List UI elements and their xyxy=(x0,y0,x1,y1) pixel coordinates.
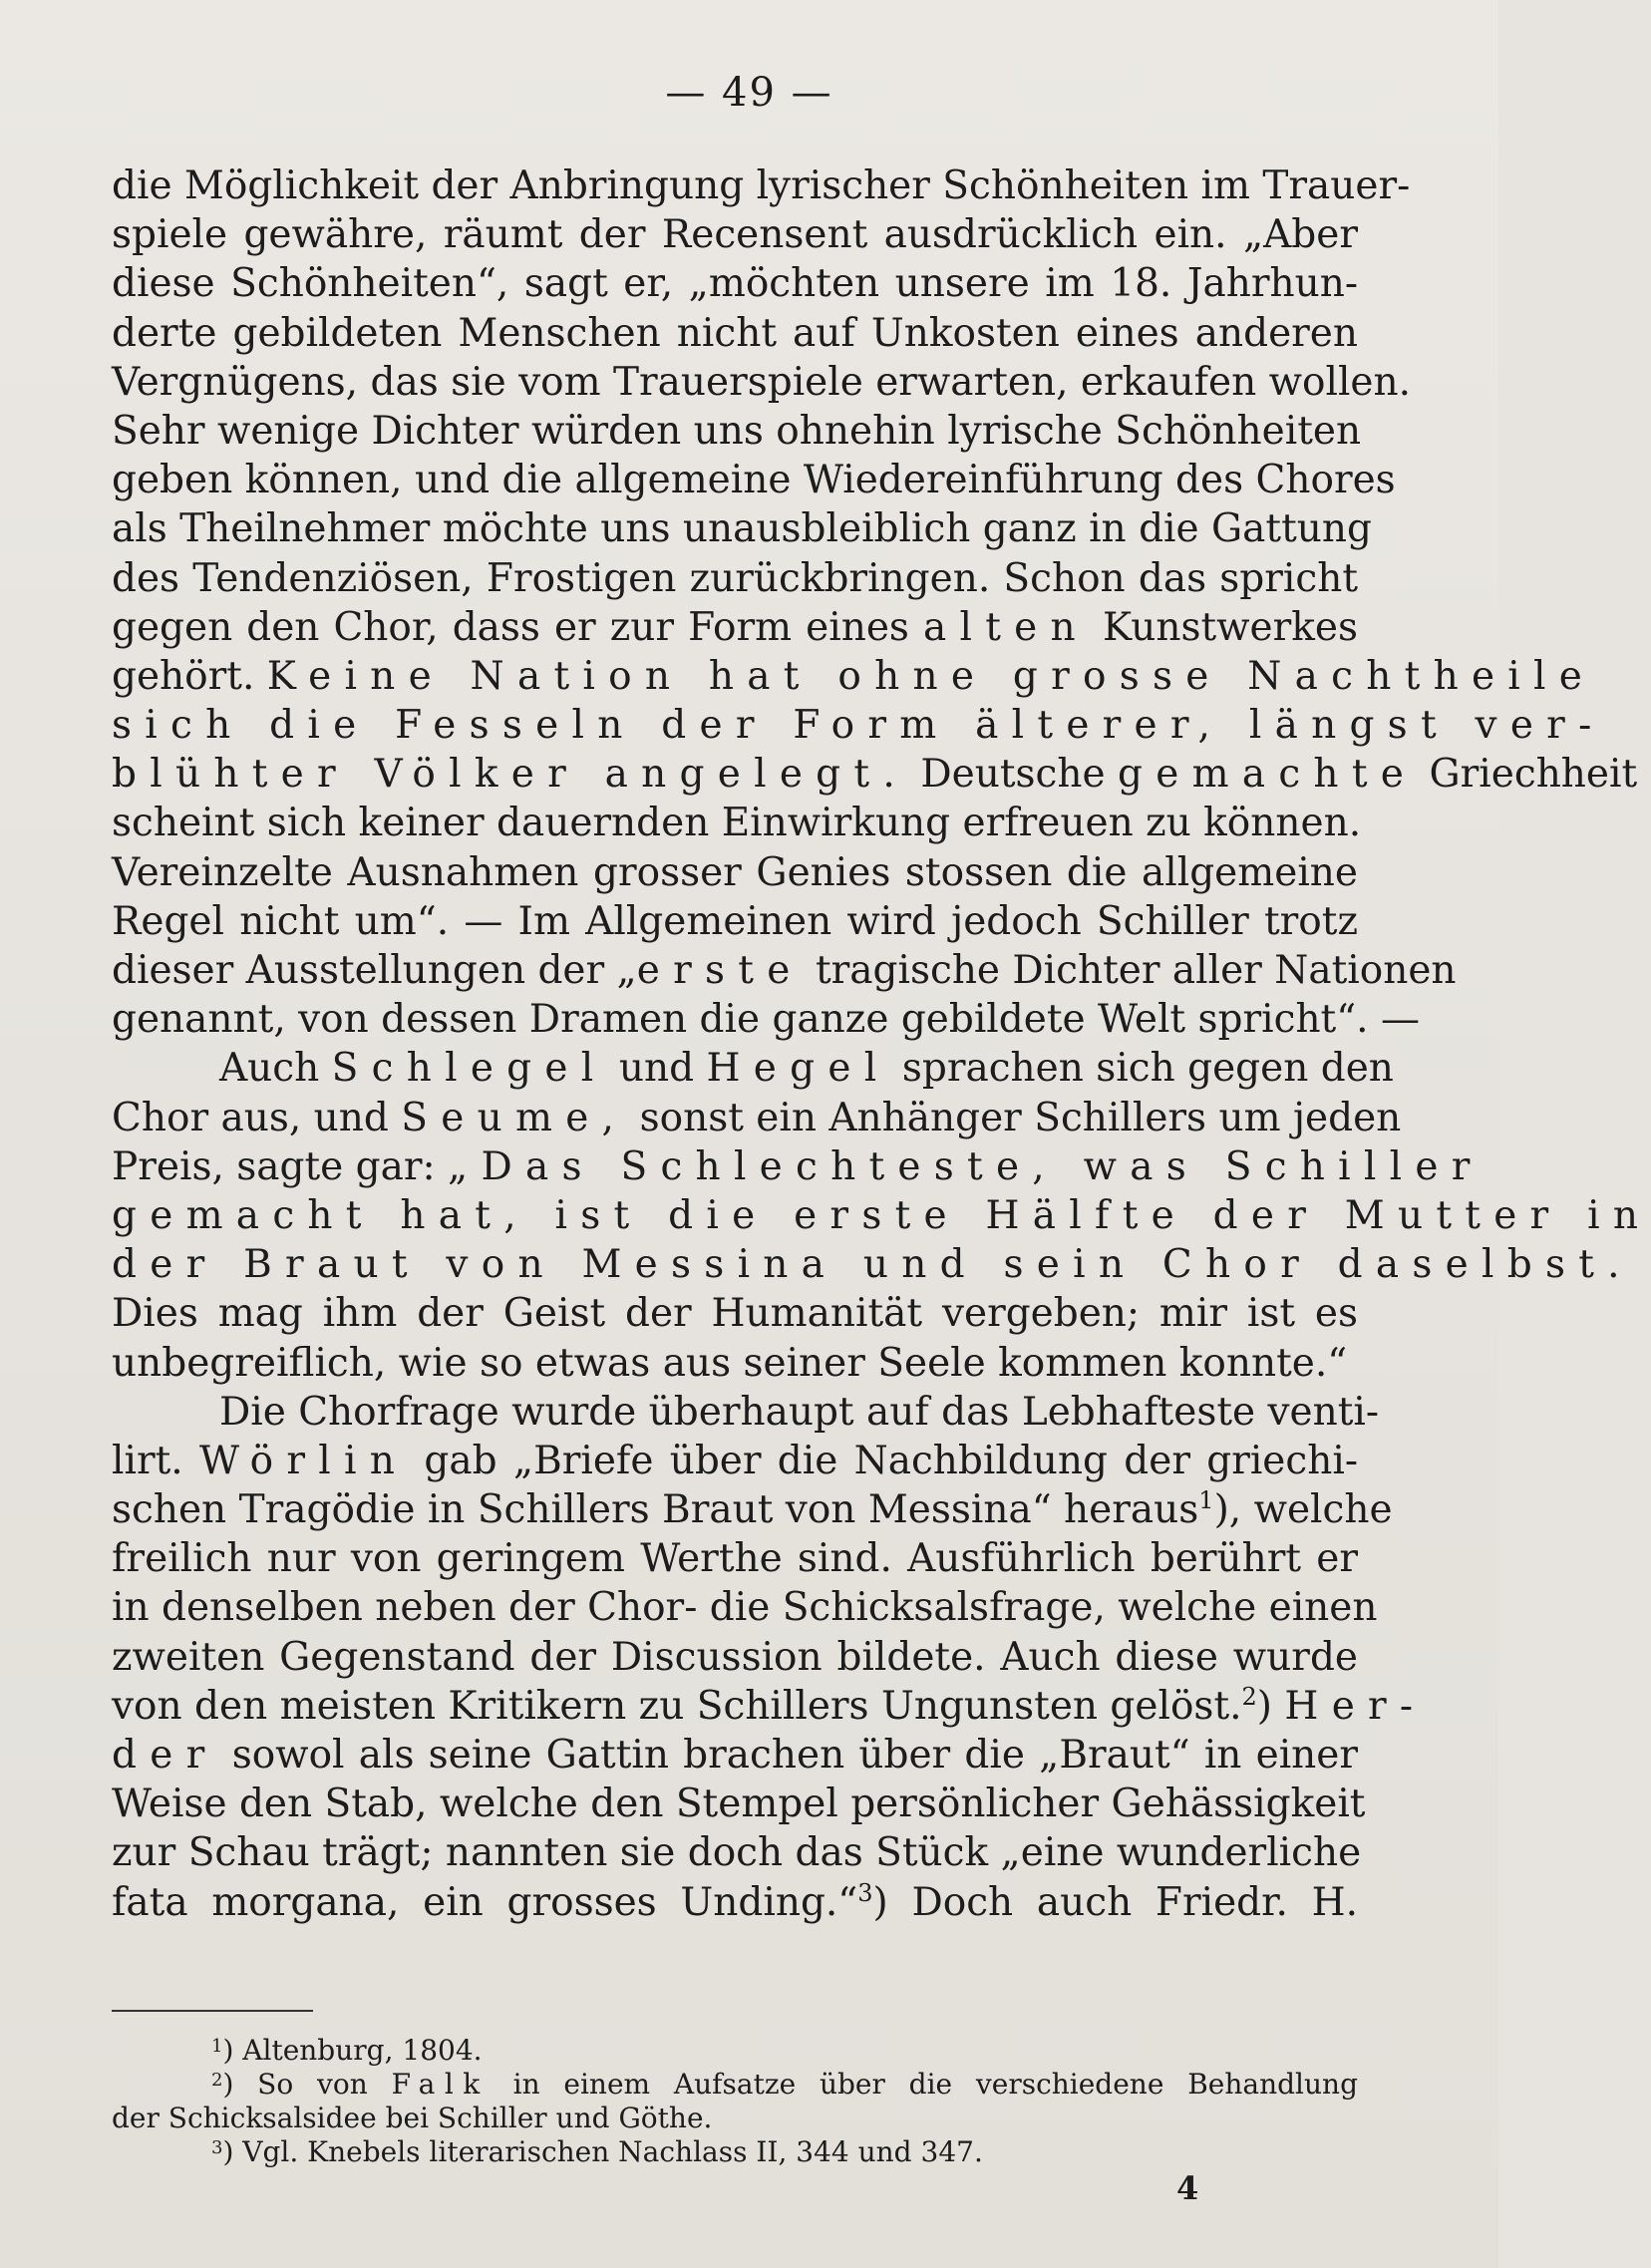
text-line xyxy=(112,1191,1651,1240)
text-run: Chor aus, und xyxy=(112,1095,389,1140)
footnote-continuation: der Schicksalsidee bei Schiller und Göthe. xyxy=(112,2102,713,2134)
text-run: Kunstwerkes xyxy=(1102,604,1358,650)
text-line: des Tendenziösen, Frostigen zurückbringen. Schon das spricht xyxy=(112,555,1358,601)
text-line xyxy=(112,1682,1427,1731)
text-run: gab „Briefe über die Nachbildung der griechi- xyxy=(424,1438,1358,1483)
spaced-phrase: „Das Schlechteste, was Schiller xyxy=(448,1143,1484,1189)
text-line xyxy=(112,1094,1402,1142)
footnote-ref: 1 xyxy=(1198,1486,1214,1515)
footnote-text: ) Vgl. Knebels literarischen Nachlass II, 344 und 347. xyxy=(222,2135,983,2168)
text-run: ) xyxy=(1256,1683,1273,1729)
text-line: derte gebildeten Menschen nicht auf Unkosten eines anderen xyxy=(112,310,1358,356)
text-line: Regel nicht um“. — Im Allgemeinen wird jedoch Schiller trotz xyxy=(112,898,1358,944)
text-run: lirt. xyxy=(112,1438,183,1483)
text-line: als Theilnehmer möchte uns unausbleiblich ganz in die Gattung xyxy=(112,506,1372,552)
text-run: ) Doch auch Friedr. H. xyxy=(872,1879,1358,1925)
text-line: Dies mag ihm der Geist der Humanität vergeben; mir ist es xyxy=(112,1291,1358,1337)
text-run: tragische Dichter aller Nationen xyxy=(815,948,1457,993)
text-line: spiele gewähre, räumt der Recensent ausdrücklich ein. „Aber xyxy=(112,212,1358,258)
footnote-divider xyxy=(112,2010,313,2012)
text-line: geben können, und die allgemeine Wiedereinführung des Chores xyxy=(112,458,1396,503)
text-line: Vergnügens, das sie vom Trauerspiele erwarten, erkaufen wollen. xyxy=(112,359,1412,405)
spaced-phrase: der Braut von Messina und sein Chor daselbst. xyxy=(112,1242,1633,1288)
text-line xyxy=(112,1437,1358,1485)
spaced-name-schlegel: Schlegel xyxy=(331,1046,607,1092)
text-line: zur Schau trägt; nannten sie doch das Stück „eine wunderliche xyxy=(112,1830,1362,1876)
spaced-name-herder: der xyxy=(112,1733,218,1778)
text-run: dieser Ausstellungen der „ xyxy=(112,948,637,993)
footnote-number: 1 xyxy=(211,2036,223,2057)
text-line: in denselben neben der Chor- die Schicksalsfrage, welche einen xyxy=(112,1585,1378,1631)
spaced-phrase: Keine Nation hat ohne grosse Nachtheile xyxy=(266,653,1596,699)
footnote-ref: 3 xyxy=(857,1878,873,1907)
spaced-name-woerlin: Wörlin xyxy=(198,1438,409,1483)
text-run: gehört. xyxy=(112,653,255,699)
spaced-phrase: gemacht hat, ist die erste Hälfte der Mutter in xyxy=(112,1192,1651,1238)
spaced-word: alten xyxy=(923,604,1089,650)
text-line: unbegreiflich, wie so etwas aus seiner Seele kommen konnte.“ xyxy=(112,1340,1348,1386)
text-run: Preis, sagte gar: xyxy=(112,1143,436,1189)
footnote-number: 3 xyxy=(211,2137,223,2158)
spaced-word: gemachte xyxy=(1118,752,1418,798)
text-line xyxy=(112,1878,1358,1927)
spaced-word: erste xyxy=(636,948,804,993)
spaced-phrase: sich die Fesseln der Form älterer, längst ver- xyxy=(112,703,1605,749)
text-line: Die Chorfrage wurde überhaupt auf das Lebhafteste venti- xyxy=(219,1389,1380,1435)
text-line xyxy=(112,652,1596,701)
text-line: genannt, von dessen Dramen die ganze gebildete Welt spricht“. — xyxy=(112,997,1420,1043)
footnote xyxy=(112,2068,1358,2102)
text-line: zweiten Gegenstand der Discussion bildete. Auch diese wurde xyxy=(112,1634,1358,1680)
footnote-text: in einem Aufsatze über die verschiedene Behandlung xyxy=(512,2068,1358,2101)
text-line xyxy=(112,750,1638,799)
footnote xyxy=(112,2034,1358,2068)
spaced-name-seume: Seume, xyxy=(401,1095,628,1140)
text-run: Auch xyxy=(219,1046,320,1092)
spaced-name-hegel: Hegel xyxy=(706,1046,890,1092)
text-line xyxy=(112,1044,1394,1093)
text-line xyxy=(112,1240,1633,1289)
footnote xyxy=(112,2135,1358,2169)
text-line xyxy=(112,1731,1358,1780)
text-line: Sehr wenige Dichter würden uns ohnehin lyrische Schönheiten xyxy=(112,408,1362,454)
text-line xyxy=(112,701,1605,750)
spaced-phrase: blühter Völker angelegt. xyxy=(112,752,908,798)
text-line xyxy=(112,603,1358,652)
text-line: die Möglichkeit der Anbringung lyrischer Schönheiten im Trauer- xyxy=(112,163,1411,208)
text-line: freilich nur von geringem Werthe sind. Ausführlich berührt er xyxy=(112,1536,1358,1582)
text-line: scheint sich keiner dauernden Einwirkung erfreuen zu können. xyxy=(112,801,1362,846)
text-run: fata morgana, ein grosses Unding.“ xyxy=(112,1879,858,1925)
text-run: ), welche xyxy=(1213,1487,1393,1533)
text-run: Deutsche xyxy=(920,752,1106,798)
text-line xyxy=(112,946,1457,995)
body-text xyxy=(112,162,1651,1927)
footnote-ref: 2 xyxy=(1241,1682,1257,1711)
signature-mark: 4 xyxy=(1176,2169,1199,2207)
text-run: gegen den Chor, dass er zur Form eines xyxy=(112,604,909,650)
spaced-name-falk: Falk xyxy=(391,2068,490,2101)
text-line: diese Schönheiten“, sagt er, „möchten unsere im 18. Jahrhun- xyxy=(112,261,1358,307)
footnote-text: ) So von xyxy=(222,2068,368,2101)
text-run: schen Tragödie in Schillers Braut von Messina“ heraus xyxy=(112,1487,1199,1533)
text-run: sonst ein Anhänger Schillers um jeden xyxy=(639,1095,1402,1140)
text-run: Griechheit xyxy=(1429,752,1638,798)
footnotes xyxy=(112,2034,1358,2169)
text-run: von den meisten Kritikern zu Schillers Ungunsten gelöst. xyxy=(112,1683,1242,1729)
text-line: Weise den Stab, welche den Stempel persönlicher Gehässigkeit xyxy=(112,1782,1366,1827)
footnote-number: 2 xyxy=(211,2070,223,2091)
spaced-name-herder: Her- xyxy=(1284,1683,1427,1729)
text-run: sprachen sich gegen den xyxy=(901,1046,1394,1092)
text-line xyxy=(112,1485,1393,1534)
page-number: — 49 — xyxy=(665,70,833,116)
text-run: sowol als seine Gattin brachen über die „Braut“ in einer xyxy=(231,1733,1359,1778)
footnote-text: ) Altenburg, 1804. xyxy=(222,2034,483,2067)
text-line: Vereinzelte Ausnahmen grosser Genies stossen die allgemeine xyxy=(112,849,1358,895)
text-line xyxy=(112,1142,1484,1191)
text-run: und xyxy=(618,1046,695,1092)
